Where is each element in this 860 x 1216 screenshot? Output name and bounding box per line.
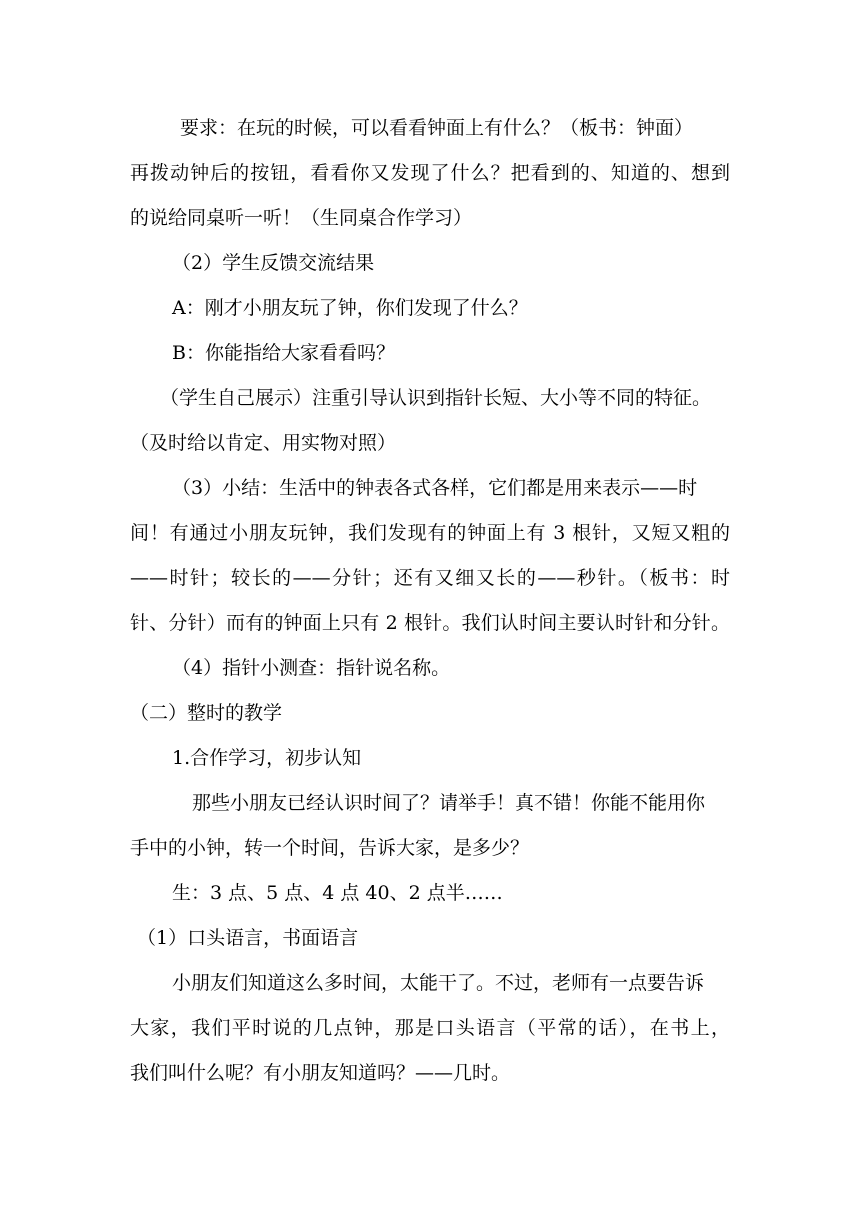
text-line: （2）学生反馈交流结果 <box>172 252 375 274</box>
text-line: （1）口头语言，书面语言 <box>137 927 359 949</box>
text-line: （4）指针小测查：指针说名称。 <box>172 657 451 679</box>
text-line: 小朋友们知道这么多时间，太能干了。不过，老师有一点要告诉 <box>172 972 705 994</box>
section-heading: （二）整时的教学 <box>130 702 283 724</box>
text-line: （3）小结：生活中的钟表各式各样，它们都是用来表示——时 <box>172 477 698 499</box>
text-line: 那些小朋友已经认识时间了？请举手！真不错！你能不能用你 <box>192 792 706 814</box>
text-line: 再拨动钟后的按钮，看看你又发现了什么？把看到的、知道的、想到 <box>130 162 730 184</box>
text-line: 大家，我们平时说的几点钟，那是口头语言（平常的话），在书上， <box>130 1017 730 1039</box>
text-line: 针、分针）而有的钟面上只有 2 根针。我们认时间主要认时针和分针。 <box>130 612 730 634</box>
text-line: 间！有通过小朋友玩钟，我们发现有的钟面上有 3 根针，又短又粗的 <box>130 522 730 544</box>
text-line: （及时给以肯定、用实物对照） <box>130 432 397 454</box>
text-line: 要求：在玩的时候，可以看看钟面上有什么？（板书：钟面） <box>180 117 694 139</box>
text-line: 的说给同桌听一听！（生同桌合作学习） <box>130 207 473 229</box>
text-line: A：刚才小朋友玩了钟，你们发现了什么？ <box>172 297 528 319</box>
subsection-heading: 1.合作学习，初步认知 <box>172 747 362 769</box>
text-line: ——时针；较长的——分针；还有又细又长的——秒针。（板书：时 <box>130 567 730 589</box>
text-line: B：你能指给大家看看吗？ <box>172 342 395 364</box>
text-line: 手中的小钟，转一个时间，告诉大家，是多少？ <box>130 837 530 859</box>
text-line: （学生自己展示）注重引导认识到指针长短、大小等不同的特征。 <box>160 387 712 409</box>
text-line: 我们叫什么呢？有小朋友知道吗？——几时。 <box>130 1062 511 1084</box>
text-line: 生：3 点、5 点、4 点 40、2 点半…… <box>172 882 503 904</box>
